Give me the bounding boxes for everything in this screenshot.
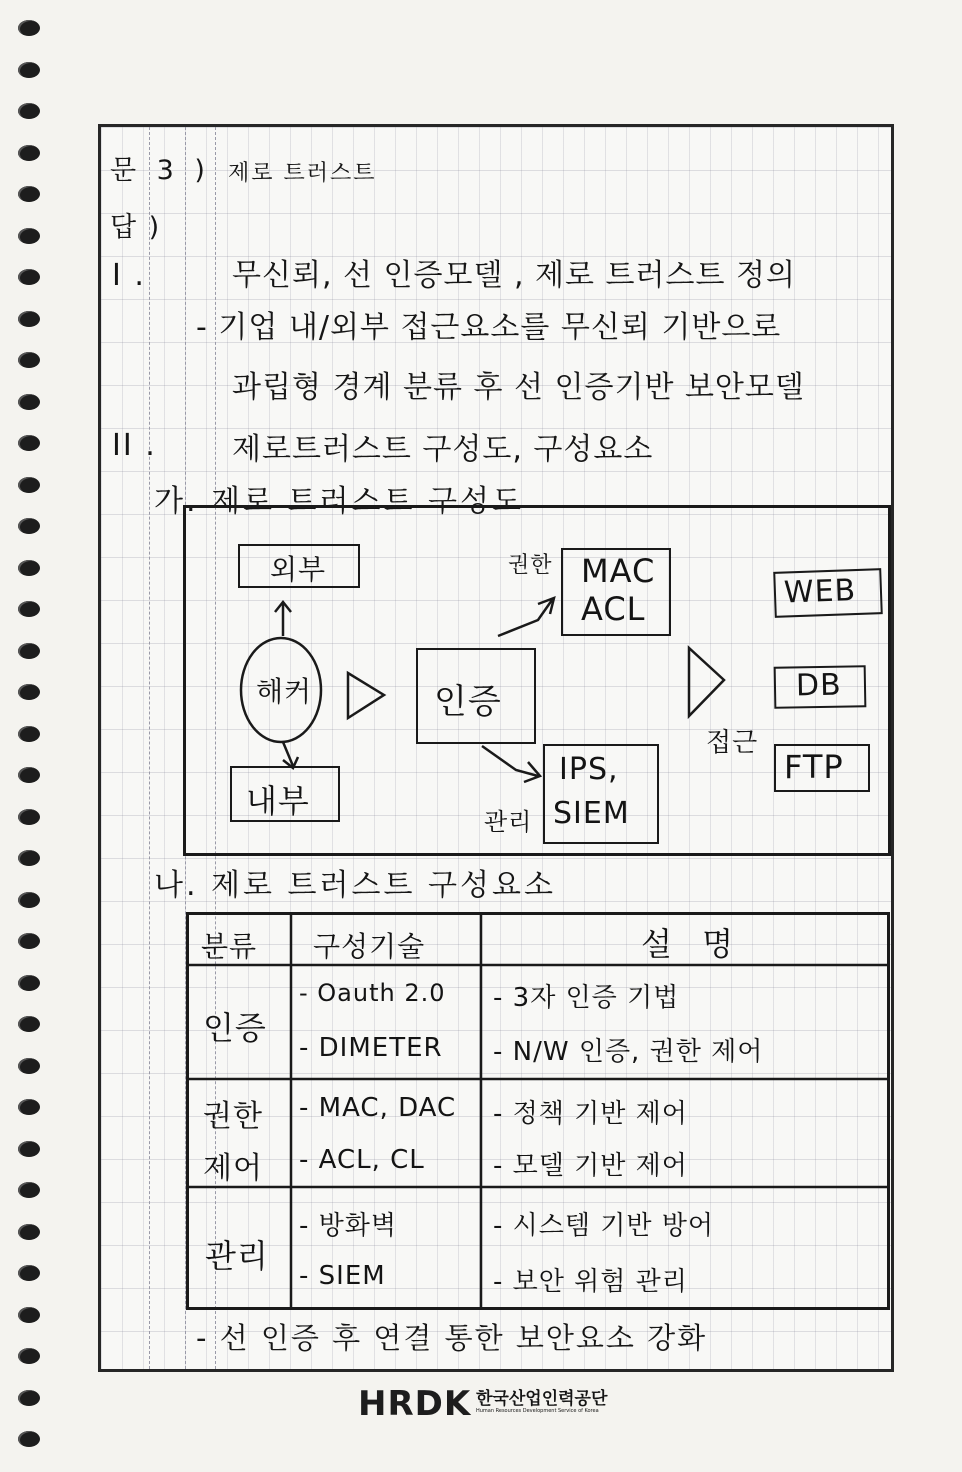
section-1-line-2: 과립형 경계 분류 후 선 인증기반 보안모델 bbox=[232, 370, 805, 405]
management-label: 관리 bbox=[484, 808, 533, 836]
desc-cell: - 모델 기반 제어 bbox=[493, 1151, 688, 1181]
header-tech: 구성기술 bbox=[313, 930, 426, 963]
outside-box: 외부 bbox=[238, 544, 360, 588]
answer-label: 답 ) bbox=[110, 212, 162, 243]
desc-cell: - N/W 인증, 권한 제어 bbox=[493, 1037, 764, 1067]
db-box: DB bbox=[774, 665, 867, 709]
spiral-ring bbox=[18, 62, 40, 78]
spiral-ring bbox=[18, 518, 40, 534]
spiral-ring bbox=[18, 1182, 40, 1198]
spiral-ring bbox=[18, 352, 40, 368]
spiral-ring bbox=[18, 767, 40, 783]
org-name-english: Human Resources Development Service of Korea bbox=[476, 1408, 599, 1414]
desc-cell: - 보안 위험 관리 bbox=[493, 1267, 688, 1297]
spiral-ring bbox=[18, 103, 40, 119]
section-2-title: 제로트러스트 구성도, 구성요소 bbox=[232, 432, 654, 467]
spiral-ring bbox=[18, 726, 40, 742]
tech-cell: - MAC, DAC bbox=[299, 1093, 457, 1123]
conclusion-line: - 선 인증 후 연결 통한 보안요소 강화 bbox=[196, 1321, 708, 1355]
spiral-ring bbox=[18, 892, 40, 908]
section-1-title: 무신뢰, 선 인증모델 , 제로 트러스트 정의 bbox=[232, 258, 796, 293]
spiral-ring bbox=[18, 228, 40, 244]
category-management: 관리 bbox=[205, 1237, 269, 1275]
question-title: 제로 트러스트 bbox=[228, 161, 377, 186]
auth-box: 인증 bbox=[416, 648, 536, 744]
spiral-ring bbox=[18, 311, 40, 327]
tech-cell: - ACL, CL bbox=[299, 1145, 425, 1175]
permission-box: MAC ACL bbox=[561, 548, 671, 636]
management-box: IPS, SIEM bbox=[543, 744, 659, 844]
tech-cell: - SIEM bbox=[299, 1261, 386, 1291]
spiral-ring bbox=[18, 601, 40, 617]
spiral-binding bbox=[10, 20, 50, 1460]
access-label: 접근 bbox=[706, 728, 759, 758]
spiral-ring bbox=[18, 145, 40, 161]
spiral-ring bbox=[18, 1016, 40, 1032]
subsection-a-title: 가. 제로 트러스트 구성도 bbox=[154, 484, 524, 519]
spiral-ring bbox=[18, 1058, 40, 1074]
permission-label: 권한 bbox=[508, 553, 553, 578]
spiral-ring bbox=[18, 933, 40, 949]
header-category: 분류 bbox=[201, 930, 258, 963]
hacker-label: 해커 bbox=[256, 675, 313, 708]
spiral-ring bbox=[18, 1431, 40, 1447]
question-label: 문 3 ) bbox=[110, 155, 211, 186]
ftp-box: FTP bbox=[774, 744, 870, 792]
tech-cell: - DIMETER bbox=[299, 1033, 443, 1063]
subsection-b-title: 나. 제로 트러스트 구성요소 bbox=[154, 868, 556, 903]
spiral-ring bbox=[18, 1348, 40, 1364]
section-1-line-1: - 기업 내/외부 접근요소를 무신뢰 기반으로 bbox=[196, 310, 782, 345]
desc-cell: - 3자 인증 기법 bbox=[493, 983, 680, 1013]
section-1-number: I . bbox=[112, 258, 146, 293]
spiral-ring bbox=[18, 435, 40, 451]
spiral-ring bbox=[18, 20, 40, 36]
spiral-ring bbox=[18, 1390, 40, 1406]
spiral-ring bbox=[18, 1099, 40, 1115]
spiral-ring bbox=[18, 477, 40, 493]
category-auth: 인증 bbox=[203, 1009, 267, 1047]
category-permission: 권한 제어 bbox=[203, 1099, 263, 1186]
header-desc: 설 명 bbox=[641, 925, 743, 963]
zero-trust-diagram bbox=[183, 505, 891, 856]
spiral-ring bbox=[18, 560, 40, 576]
spiral-ring bbox=[18, 1265, 40, 1281]
spiral-ring bbox=[18, 850, 40, 866]
logo-wordmark: HRDK bbox=[358, 1384, 472, 1424]
desc-cell: - 시스템 기반 방어 bbox=[493, 1211, 714, 1241]
access-triangle bbox=[689, 648, 724, 716]
spiral-ring bbox=[18, 269, 40, 285]
inside-box: 내부 bbox=[230, 766, 340, 822]
desc-cell: - 정책 기반 제어 bbox=[493, 1099, 688, 1129]
tech-cell: - Oauth 2.0 bbox=[299, 979, 446, 1007]
spiral-ring bbox=[18, 1141, 40, 1157]
spiral-ring bbox=[18, 684, 40, 700]
section-2-number: II . bbox=[112, 428, 157, 463]
spiral-ring bbox=[18, 1307, 40, 1323]
spiral-ring bbox=[18, 1224, 40, 1240]
spiral-ring bbox=[18, 643, 40, 659]
margin-line bbox=[149, 127, 150, 1369]
tech-cell: - 방화벽 bbox=[299, 1211, 397, 1241]
spiral-ring bbox=[18, 975, 40, 991]
org-name-korean: 한국산업인력공단 bbox=[476, 1389, 608, 1409]
spiral-ring bbox=[18, 186, 40, 202]
components-table bbox=[186, 912, 890, 1310]
spiral-ring bbox=[18, 394, 40, 410]
web-box: WEB bbox=[773, 568, 883, 618]
flow-triangle bbox=[348, 673, 384, 718]
spiral-ring bbox=[18, 809, 40, 825]
